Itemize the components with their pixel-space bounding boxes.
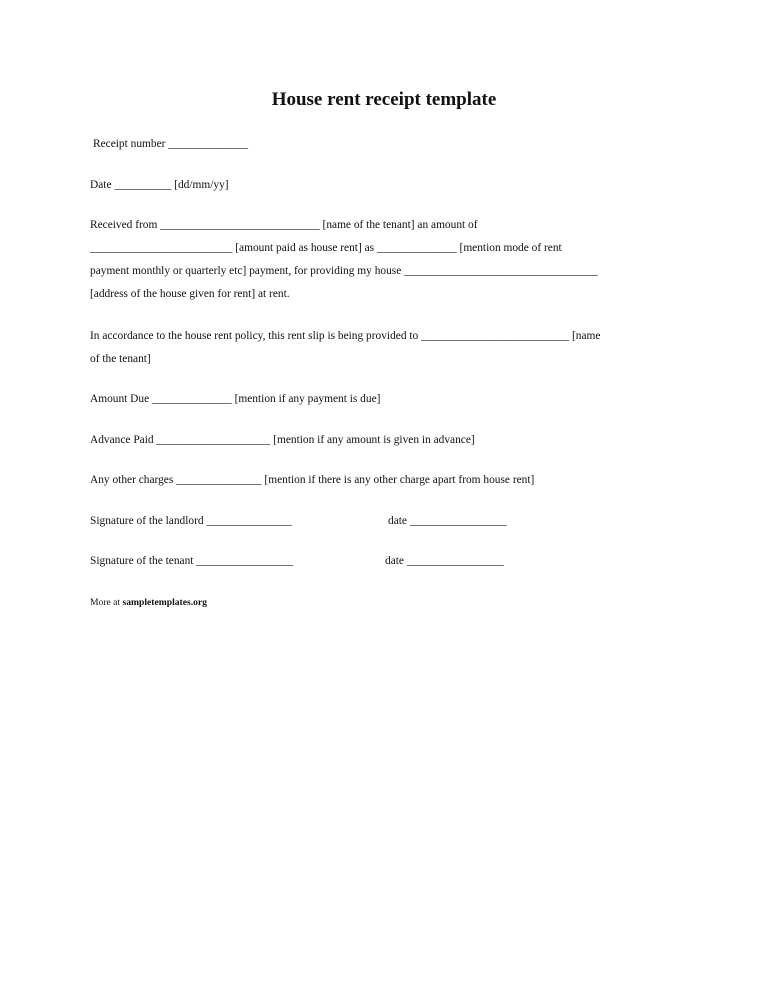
document-title: House rent receipt template [271, 89, 497, 110]
received-from-line-2: _________________________ [amount paid as house rent] as ______________ [mention mode of rent [90, 242, 562, 254]
received-from-line-1: Received from ____________________________ [name of the tenant] an amount of [90, 219, 478, 231]
receipt-number-line: Receipt number ______________ [93, 138, 249, 150]
footer-prefix: More at [90, 597, 123, 608]
tenant-signature-line: Signature of the tenant _________________ [90, 555, 294, 567]
tenant-date-line: date _________________ [385, 555, 504, 567]
footer-credit [90, 597, 207, 609]
received-from-line-3: payment monthly or quarterly etc] payment, for providing my house __________________________________ [90, 265, 598, 277]
other-charges-line: Any other charges _______________ [mention if there is any other charge apart from house rent] [90, 474, 535, 486]
amount-due-line: Amount Due ______________ [mention if any payment is due] [90, 393, 381, 405]
landlord-signature-line: Signature of the landlord _______________ [90, 515, 292, 527]
footer-site-link[interactable]: sampletemplates.org [122, 597, 207, 608]
policy-line-2: of the tenant] [90, 353, 151, 365]
landlord-date-line: date _________________ [388, 515, 507, 527]
received-from-line-4: [address of the house given for rent] at rent. [90, 288, 290, 300]
policy-line-1: In accordance to the house rent policy, this rent slip is being provided to __________________________ [name [90, 330, 601, 342]
date-line: Date __________ [dd/mm/yy] [90, 179, 229, 191]
advance-paid-line: Advance Paid ____________________ [mention if any amount is given in advance] [90, 434, 475, 446]
